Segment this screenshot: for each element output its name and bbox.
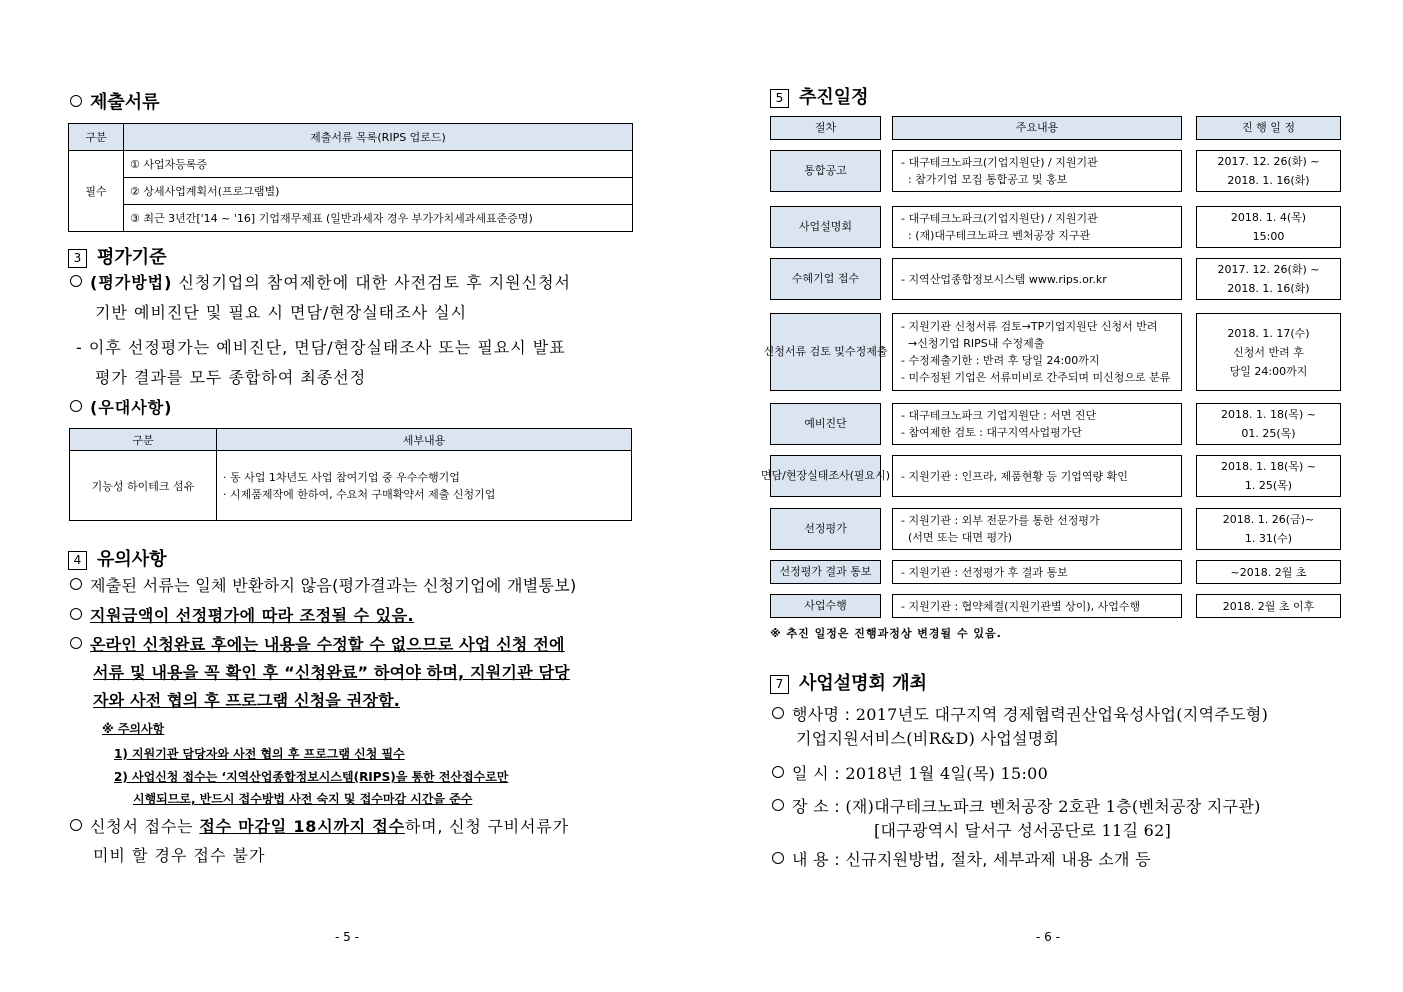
section-number-box: 5 bbox=[770, 89, 789, 108]
schedule-step-line: 선정평가 bbox=[804, 522, 847, 535]
schedule-content-line: - 지원기관 : 인프라, 제품현황 등 기업역량 확인 bbox=[901, 469, 1128, 483]
schedule-date bbox=[1196, 403, 1341, 445]
schedule-date-line: 2017. 12. 26(화) ~ bbox=[1217, 155, 1320, 168]
docs-table bbox=[68, 123, 633, 232]
schedule-col-content: 주요내용 bbox=[892, 116, 1182, 140]
schedule-content-line: - 대구테크노파크 기업지원단 : 서면 진단 bbox=[901, 409, 1097, 422]
schedule-date-line: 1. 25(목) bbox=[1244, 479, 1293, 492]
schedule-date bbox=[1196, 508, 1341, 550]
page-number-left: - 5 - bbox=[335, 930, 359, 944]
schedule-step bbox=[760, 455, 891, 497]
schedule-date-line: 2018. 1. 18(목) ~ bbox=[1221, 408, 1316, 421]
preference-heading: (우대사항) bbox=[70, 395, 172, 418]
docs-group-required: 필수 bbox=[69, 151, 124, 232]
schedule-date-line: 신청서 반려 후 bbox=[1233, 345, 1304, 359]
schedule-content-line: - 대구테크노파크(기업지원단) / 지원기관 bbox=[901, 212, 1098, 225]
circle-bullet-icon bbox=[70, 400, 82, 412]
schedule-date-line: 1. 31(수) bbox=[1244, 532, 1293, 545]
circle-bullet-icon bbox=[70, 95, 82, 107]
circle-bullet-icon bbox=[70, 275, 82, 287]
docs-item: ① 사업자등록증 bbox=[124, 151, 633, 178]
schedule-date-line: 당일 24:00까지 bbox=[1229, 364, 1308, 378]
schedule-content bbox=[892, 594, 1182, 618]
circle-bullet-icon bbox=[70, 578, 82, 590]
schedule-content bbox=[892, 508, 1182, 550]
schedule-content-line: - 지원기관 : 외부 전문가를 통한 선정평가 bbox=[901, 514, 1100, 527]
pref-row-label: 기능성 하이테크 섬유 bbox=[70, 451, 217, 521]
schedule-date-line: 2018. 1. 16(화) bbox=[1227, 174, 1310, 187]
pref-col-detail: 세부내용 bbox=[217, 429, 632, 451]
schedule-col-date: 진 행 일 정 bbox=[1196, 116, 1341, 140]
page-number-right: - 6 - bbox=[1036, 930, 1060, 944]
schedule-step-line: 통합공고 bbox=[804, 164, 847, 177]
schedule-step bbox=[770, 258, 881, 300]
schedule-content bbox=[892, 560, 1182, 584]
schedule-date bbox=[1196, 594, 1341, 618]
schedule-content-line: - 지원기관 : 협약체결(지원기관별 상이), 사업수행 bbox=[901, 599, 1141, 613]
circle-bullet-icon bbox=[70, 819, 82, 831]
section-number-box: 4 bbox=[68, 551, 87, 570]
circle-bullet-icon bbox=[772, 766, 784, 778]
caution-1: 1) 지원기관 담당자와 사전 협의 후 프로그램 신청 필수 bbox=[114, 747, 405, 761]
note-4-line2: 미비 할 경우 접수 불가 bbox=[93, 846, 266, 865]
note-3: 온라인 신청완료 후에는 내용을 수정할 수 없으므로 사업 신청 전에 bbox=[70, 632, 565, 655]
schedule-content bbox=[892, 455, 1182, 497]
circle-bullet-icon bbox=[70, 608, 82, 620]
schedule-content-line: - 지원기관 신청서류 검토→TP기업지원단 신청서 반려 bbox=[901, 320, 1158, 333]
schedule-date bbox=[1196, 313, 1341, 391]
briefing-event-name: 행사명 : 2017년도 대구지역 경제협력권산업육성사업(지역주도형) bbox=[772, 702, 1268, 725]
schedule-col-step: 절차 bbox=[770, 116, 881, 140]
schedule-content-line: - 참여제한 검토 : 대구지역사업평가단 bbox=[901, 426, 1083, 439]
schedule-step-line: 예비진단 bbox=[804, 417, 847, 430]
note-2: 지원금액이 선정평가에 따라 조정될 수 있음. bbox=[70, 603, 414, 626]
schedule-date-line: 2018. 2월 초 이후 bbox=[1222, 599, 1315, 613]
schedule-content bbox=[892, 206, 1182, 248]
schedule-content-line: - 대구테크노파크(기업지원단) / 지원기관 bbox=[901, 156, 1098, 169]
schedule-step-line: 선정평가 결과 통보 bbox=[779, 565, 872, 578]
schedule-date bbox=[1196, 206, 1341, 248]
schedule-date-line: 2018. 1. 16(화) bbox=[1227, 282, 1310, 295]
docs-heading: 제출서류 bbox=[70, 88, 160, 114]
schedule-date-line: 2018. 1. 17(수) bbox=[1227, 326, 1310, 340]
docs-col-list: 제출서류 목록(RIPS 업로드) bbox=[124, 124, 633, 151]
schedule-step-line: 사업설명회 bbox=[798, 220, 853, 233]
schedule-step bbox=[770, 206, 881, 248]
schedule-content-line: →신청기업 RIPS내 수정제출 bbox=[901, 337, 1045, 350]
schedule-step-line: 수정제출 bbox=[844, 345, 888, 358]
note-4: 신청서 접수는 접수 마감일 18시까지 접수하며, 신청 구비서류가 bbox=[70, 814, 569, 837]
notes-heading: 4 유의사항 bbox=[68, 545, 167, 571]
schedule-content bbox=[892, 313, 1182, 391]
schedule-step bbox=[770, 594, 881, 618]
docs-item: ③ 최근 3년간['14 ~ '16] 기업재무제표 (일반과세자 경우 부가가치세과세표준증명) bbox=[124, 205, 633, 232]
schedule-date bbox=[1196, 560, 1341, 584]
caution-title: ※ 주의사항 bbox=[102, 722, 165, 736]
schedule-content-line: - 지역산업종합정보시스템 www.rips.or.kr bbox=[901, 272, 1107, 286]
schedule-step-line: 면담/현장실태조사 bbox=[760, 469, 850, 482]
circle-bullet-icon bbox=[70, 637, 82, 649]
briefing-datetime: 일 시 : 2018년 1월 4일(목) 15:00 bbox=[772, 761, 1048, 784]
circle-bullet-icon bbox=[772, 852, 784, 864]
briefing-contents: 내 용 : 신규지원방법, 절차, 세부과제 내용 소개 등 bbox=[772, 847, 1151, 870]
schedule-content-line: (서면 또는 대면 평가) bbox=[901, 531, 1013, 544]
schedule-content bbox=[892, 150, 1182, 192]
eval-heading: 3 평가기준 bbox=[68, 243, 167, 269]
briefing-venue: 장 소 : (재)대구테크노파크 벤처공장 2호관 1층(벤처공장 지구관) bbox=[772, 794, 1261, 817]
briefing-venue-address: [대구광역시 달서구 성서공단로 11길 62] bbox=[874, 821, 1172, 840]
schedule-step bbox=[770, 403, 881, 445]
note-1: 제출된 서류는 일체 반환하지 않음(평가결과는 신청기업에 개별통보) bbox=[70, 573, 577, 596]
schedule-step-line: 사업수행 bbox=[804, 599, 847, 612]
briefing-heading: 7 사업설명회 개최 bbox=[770, 669, 927, 695]
dash-bullet: - bbox=[76, 338, 83, 357]
schedule-content-line: - 미수정된 기업은 서류미비로 간주되며 미신청으로 분류 bbox=[901, 371, 1171, 384]
schedule-date-line: 2018. 1. 26(금)~ bbox=[1222, 513, 1315, 526]
schedule-date-line: 01. 25(목) bbox=[1241, 427, 1296, 440]
eval-method-paragraph: (평가방법) 신청기업의 참여제한에 대한 사전검토 후 지원신청서 bbox=[70, 270, 640, 293]
schedule-date-line: 2018. 1. 18(목) ~ bbox=[1221, 460, 1316, 473]
schedule-date bbox=[1196, 258, 1341, 300]
section-number-box: 3 bbox=[68, 249, 87, 268]
docs-col-category: 구분 bbox=[69, 124, 124, 151]
schedule-content-line: : 참가기업 모집 통합공고 및 홍보 bbox=[901, 173, 1068, 186]
schedule-date-line: 2017. 12. 26(화) ~ bbox=[1217, 263, 1320, 276]
schedule-step-line: (필요시) bbox=[849, 469, 891, 482]
schedule-step bbox=[770, 508, 881, 550]
schedule-date-line: 15:00 bbox=[1252, 230, 1285, 243]
briefing-event-name-line2: 기업지원서비스(비R&D) 사업설명회 bbox=[796, 729, 1060, 748]
circle-bullet-icon bbox=[772, 799, 784, 811]
schedule-content bbox=[892, 258, 1182, 300]
note-3-line2: 서류 및 내용을 꼭 확인 후 “신청완료” 하여야 하며, 지원기관 담당 bbox=[93, 663, 570, 682]
schedule-step bbox=[770, 150, 881, 192]
note-3-line3: 자와 사전 협의 후 프로그램 신청을 권장함. bbox=[93, 691, 401, 710]
schedule-step-line: 신청서류 검토 및 bbox=[763, 345, 845, 358]
schedule-date-line: 2018. 1. 4(목) bbox=[1230, 211, 1307, 224]
schedule-step-line: 수혜기업 접수 bbox=[791, 272, 860, 285]
section-number-box: 7 bbox=[770, 675, 789, 694]
schedule-step bbox=[770, 560, 881, 584]
schedule-step bbox=[763, 313, 888, 391]
schedule-date bbox=[1196, 455, 1341, 497]
preference-table bbox=[69, 428, 632, 521]
docs-item: ② 상세사업계획서(프로그램별) bbox=[124, 178, 633, 205]
schedule-footnote: ※ 추진 일정은 진행과정상 변경될 수 있음. bbox=[770, 627, 1002, 640]
circle-bullet-icon bbox=[772, 707, 784, 719]
schedule-date bbox=[1196, 150, 1341, 192]
schedule-date-line: ~2018. 2월 초 bbox=[1230, 565, 1307, 579]
schedule-heading: 5 추진일정 bbox=[770, 83, 869, 109]
pref-row-detail: · 동 사업 1차년도 사업 참여기업 중 우수수행기업 · 시제품제작에 한하여, 수요처 구매확약서 제출 신청기업 bbox=[217, 451, 632, 521]
pref-col-category: 구분 bbox=[70, 429, 217, 451]
schedule-content-line: - 수정제출기한 : 반려 후 당일 24:00까지 bbox=[901, 354, 1100, 367]
caution-2-line2: 시행되므로, 반드시 접수방법 사전 숙지 및 접수마감 시간을 준수 bbox=[133, 792, 473, 806]
eval-dash-paragraph: - 이후 선정평가는 예비진단, 면담/현장실태조사 또는 필요시 발표 bbox=[76, 338, 566, 357]
schedule-content bbox=[892, 403, 1182, 445]
schedule-content-line: - 지원기관 : 선정평가 후 결과 통보 bbox=[901, 565, 1068, 579]
caution-2: 2) 사업신청 접수는 ‘지역산업종합정보시스템(RIPS)을 통한 전산접수로만 bbox=[114, 770, 509, 784]
eval-method-line2: 기반 예비진단 및 필요 시 면담/현장실태조사 실시 bbox=[95, 303, 468, 322]
schedule-content-line: : (재)대구테크노파크 벤처공장 지구관 bbox=[901, 229, 1091, 242]
eval-dash-line2: 평가 결과를 모두 종합하여 최종선정 bbox=[95, 368, 367, 387]
